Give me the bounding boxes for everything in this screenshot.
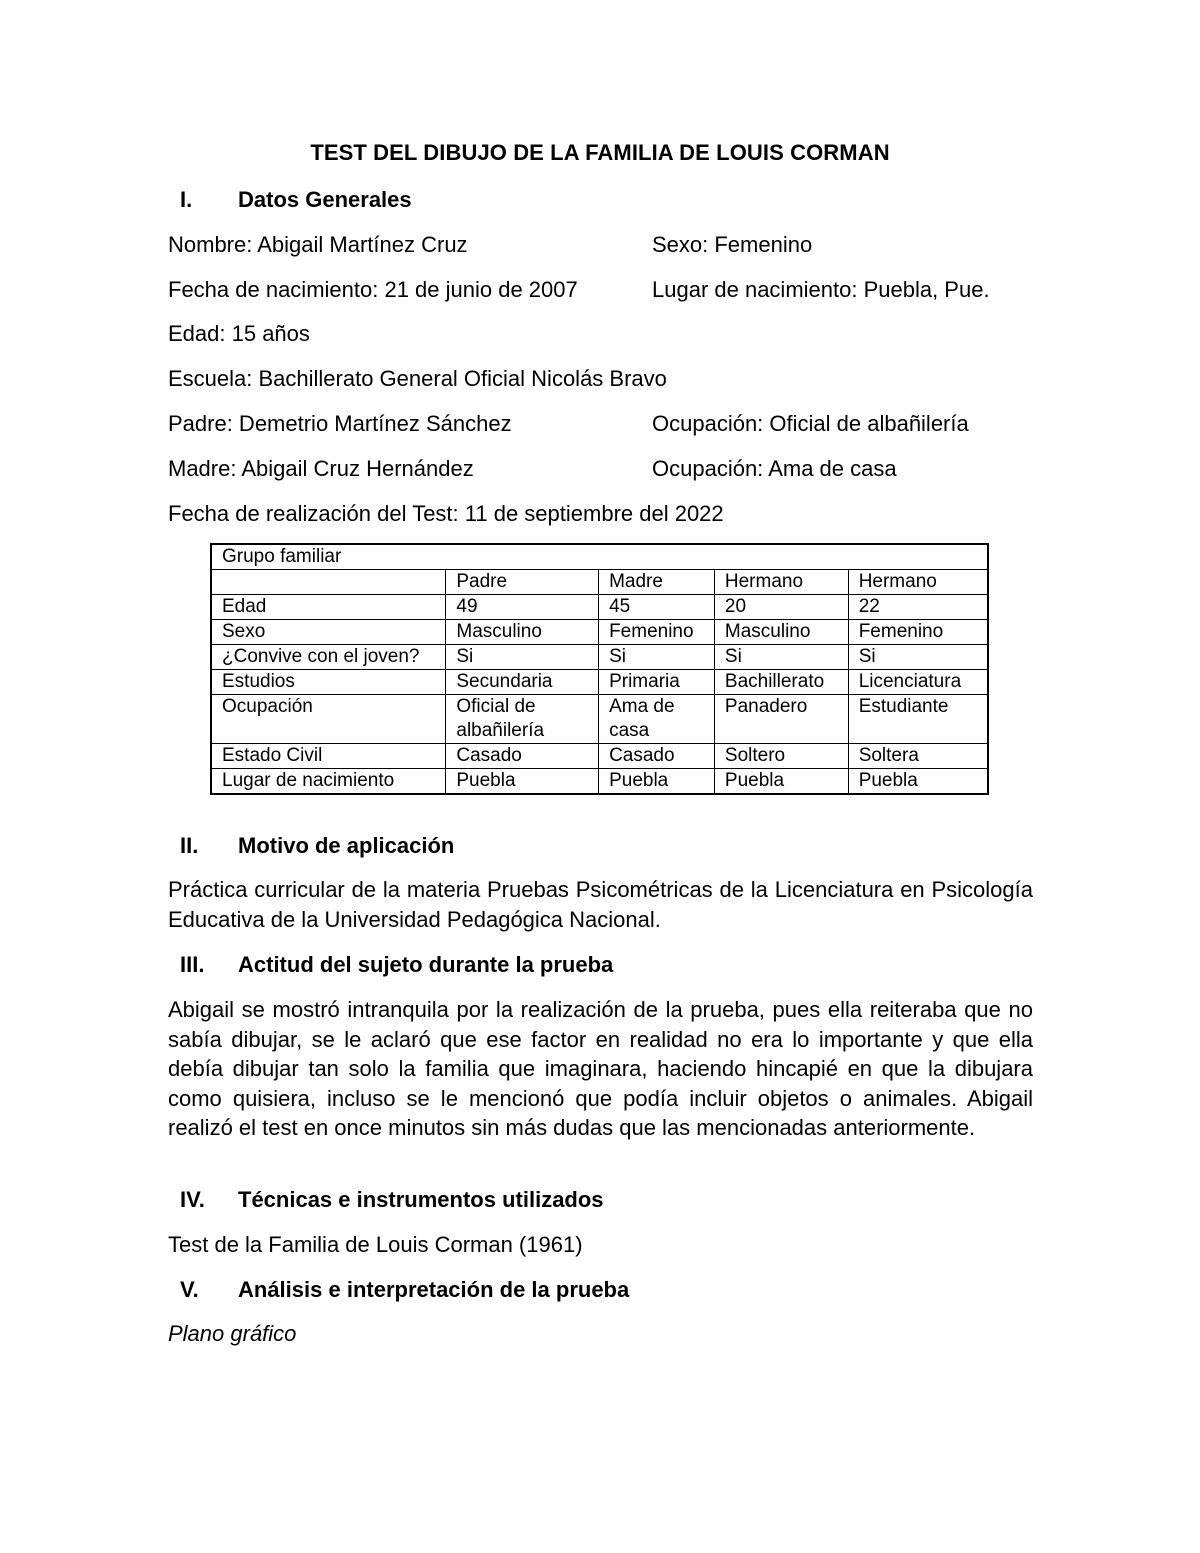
table-row	[211, 695, 988, 744]
section-4-title: Técnicas e instrumentos utilizados	[238, 1187, 604, 1212]
table-header-cell	[211, 570, 446, 595]
table-cell: ¿Convive con el joven?	[211, 645, 446, 670]
table-row	[211, 645, 988, 670]
table-cell: Soltero	[714, 744, 848, 769]
table-cell: Panadero	[714, 695, 848, 744]
table-header-cell: Madre	[599, 570, 715, 595]
table-cell: Bachillerato	[714, 670, 848, 695]
table-row	[211, 769, 988, 795]
table-row	[211, 595, 988, 620]
field-ocupacion-madre: Ocupación: Ama de casa	[652, 456, 897, 481]
table-row	[211, 620, 988, 645]
field-escuela: Escuela: Bachillerato General Oficial Nicolás Bravo	[168, 366, 667, 391]
table-cell: Puebla	[446, 769, 599, 795]
table-cell: Masculino	[714, 620, 848, 645]
table-row	[211, 744, 988, 769]
field-edad: Edad: 15 años	[168, 321, 310, 346]
field-padre: Padre: Demetrio Martínez Sánchez	[168, 411, 512, 436]
table-header-row	[211, 570, 988, 595]
table-header-cell: Hermano	[714, 570, 848, 595]
table-row	[211, 670, 988, 695]
table-cell: Soltera	[848, 744, 988, 769]
table-cell: 20	[714, 595, 848, 620]
table-cell: Femenino	[848, 620, 988, 645]
field-lugar-nacimiento: Lugar de nacimiento: Puebla, Pue.	[652, 277, 990, 302]
table-cell: Casado	[599, 744, 715, 769]
field-sexo: Sexo: Femenino	[652, 232, 813, 257]
section-2-body: Práctica curricular de la materia Pruebas Psicométricas de la Licenciatura en Psicología Educativa de la Universidad Pedagógica Nacional.	[168, 877, 1033, 932]
section-1-title: Datos Generales	[238, 187, 412, 212]
table-cell: 49	[446, 595, 599, 620]
table-cell: Ocupación	[211, 695, 446, 744]
table-cell: Sexo	[211, 620, 446, 645]
table-cell: Estudios	[211, 670, 446, 695]
section-5-subheading: Plano gráfico	[168, 1321, 297, 1346]
table-cell: Masculino	[446, 620, 599, 645]
table-caption: Grupo familiar	[211, 544, 988, 570]
table-cell: Puebla	[714, 769, 848, 795]
table-cell: 22	[848, 595, 988, 620]
field-nombre: Nombre: Abigail Martínez Cruz	[168, 232, 468, 257]
section-3-title: Actitud del sujeto durante la prueba	[238, 952, 614, 977]
section-2-number: II.	[180, 833, 199, 858]
field-madre: Madre: Abigail Cruz Hernández	[168, 456, 474, 481]
table-cell: Casado	[446, 744, 599, 769]
table-caption-row	[211, 544, 988, 570]
table-cell: Primaria	[599, 670, 715, 695]
table-cell: Si	[599, 645, 715, 670]
table-cell: Edad	[211, 595, 446, 620]
table-cell: Estado Civil	[211, 744, 446, 769]
field-fecha-nacimiento: Fecha de nacimiento: 21 de junio de 2007	[168, 277, 578, 302]
section-5-title: Análisis e interpretación de la prueba	[238, 1277, 630, 1302]
field-fecha-test: Fecha de realización del Test: 11 de septiembre del 2022	[168, 501, 724, 526]
table-header-cell: Padre	[446, 570, 599, 595]
document-title: TEST DEL DIBUJO DE LA FAMILIA DE LOUIS CORMAN	[310, 140, 890, 165]
section-1-number: I.	[180, 187, 193, 212]
section-4-number: IV.	[180, 1187, 205, 1212]
table-cell: Licenciatura	[848, 670, 988, 695]
table-cell: Femenino	[599, 620, 715, 645]
section-3-body: Abigail se mostró intranquila por la realización de la prueba, pues ella reiteraba que no sabía dibujar, se le aclaró que ese factor en realidad no era lo importante y que ella debía dibujar tan solo la familia que imaginara, haciendo hincapié en que la dibujara como quisiera, incluso se le mencionó que podía incluir objetos o animales. Abigail realizó el test en once minutos sin más dudas que las mencionadas anteriormente.	[168, 997, 1033, 1141]
table-cell: Puebla	[848, 769, 988, 795]
table-cell: Ama de casa	[599, 695, 715, 744]
table-cell: Lugar de nacimiento	[211, 769, 446, 795]
table-cell: Estudiante	[848, 695, 988, 744]
table-cell: Oficial de albañilería	[446, 695, 599, 744]
section-3-number: III.	[180, 952, 205, 977]
table-cell: 45	[599, 595, 715, 620]
table-cell: Si	[848, 645, 988, 670]
table-header-cell: Hermano	[848, 570, 988, 595]
section-5-number: V.	[180, 1277, 199, 1302]
table-cell: Secundaria	[446, 670, 599, 695]
table-cell: Si	[446, 645, 599, 670]
field-ocupacion-padre: Ocupación: Oficial de albañilería	[652, 411, 969, 436]
table-cell: Puebla	[599, 769, 715, 795]
table-cell: Si	[714, 645, 848, 670]
section-2-title: Motivo de aplicación	[238, 833, 455, 858]
family-table	[210, 543, 989, 795]
section-4-body: Test de la Familia de Louis Corman (1961)	[168, 1232, 583, 1257]
